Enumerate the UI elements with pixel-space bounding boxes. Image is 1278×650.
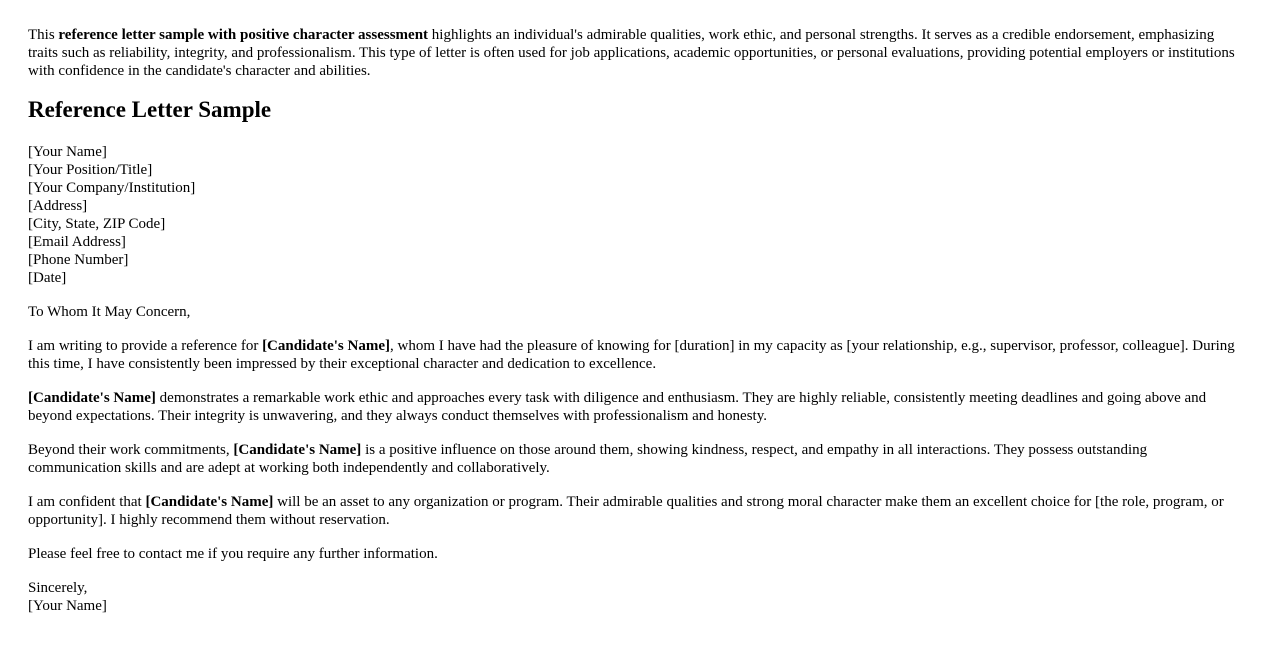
candidate-name-placeholder: [Candidate's Name]: [262, 338, 390, 354]
sender-address: [Address]: [28, 198, 88, 214]
sender-position: [Your Position/Title]: [28, 162, 153, 178]
intro-paragraph: [28, 26, 1243, 80]
salutation: To Whom It May Concern,: [28, 304, 191, 320]
intro-text-end: highlights an individual's admirable qualities, work ethic, and personal strengths. It serves as a credible endorsement, emphasizing traits such as reliability, integrity, and professionalism. This type of letter is often used for job applications, academic opportunities, or personal evaluations, providing potential employers or institutions with confidence in the candidate's character and abilities.: [28, 27, 1235, 79]
sender-email: [Email Address]: [28, 234, 126, 250]
intro-bold-phrase: reference letter sample with positive character assessment: [58, 27, 429, 43]
body-paragraph-5: Please feel free to contact me if you require any further information.: [28, 546, 438, 562]
paragraph-4-start: I am confident that: [28, 494, 146, 510]
valediction: Sincerely,: [28, 580, 88, 596]
candidate-name-placeholder: [Candidate's Name]: [233, 442, 362, 458]
paragraph-2-end: demonstrates a remarkable work ethic and approaches every task with diligence and enthusiasm. They are highly reliable, consistently meeting deadlines and going above and beyond expectations. Their integrity is unwavering, and they always conduct themselves with professionalism and honesty.: [28, 390, 1207, 424]
paragraph-1-start: I am writing to provide a reference for: [28, 338, 263, 354]
page-title: Reference Letter Sample: [28, 97, 272, 122]
intro-text-start: This: [28, 27, 59, 43]
sender-city-state-zip: [City, State, ZIP Code]: [28, 216, 166, 232]
paragraph-1-end: , whom I have had the pleasure of knowing for [duration] in my capacity as [your relationship, e.g., supervisor, professor, colleague]. During this time, I have consistently been impressed by their exceptional character and dedication to excellence.: [28, 338, 1235, 372]
closing-block: [28, 579, 1250, 615]
body-paragraph-3: [28, 441, 1243, 477]
sender-company: [Your Company/Institution]: [28, 180, 196, 196]
candidate-name-placeholder: [Candidate's Name]: [145, 494, 274, 510]
body-paragraph-1: [28, 337, 1243, 373]
sender-phone: [Phone Number]: [28, 252, 129, 268]
sender-name: [Your Name]: [28, 144, 107, 160]
candidate-name-placeholder: [Candidate's Name]: [28, 390, 156, 406]
paragraph-4-end: will be an asset to any organization or program. Their admirable qualities and strong moral character make them an excellent choice for [the role, program, or opportunity]. I highly recommend them without reservation.: [28, 494, 1224, 528]
letter-date: [Date]: [28, 270, 67, 286]
body-paragraph-4: [28, 493, 1243, 529]
body-paragraph-2: [28, 389, 1243, 425]
signature-name: [Your Name]: [28, 598, 107, 614]
paragraph-3-end: is a positive influence on those around them, showing kindness, respect, and empathy in all interactions. They possess outstanding communication skills and are adept at working both independently and collaboratively.: [28, 442, 1148, 476]
paragraph-3-start: Beyond their work commitments,: [28, 442, 234, 458]
sender-address-block: [28, 143, 1250, 287]
